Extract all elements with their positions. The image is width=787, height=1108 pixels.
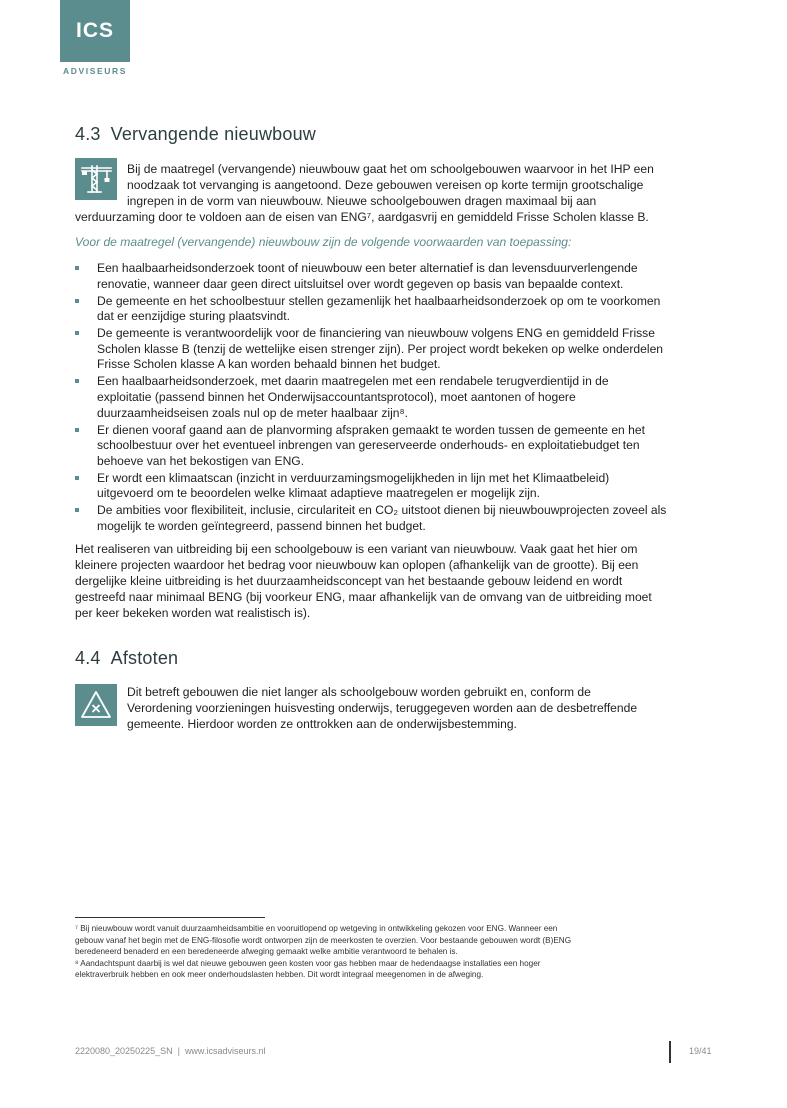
- footnote-line: elektraverbruik hebben en ook meer onderhoudslasten hebben. Dit wordt integraal meegenomen in de afweging.: [75, 970, 484, 979]
- warning-x-icon: [75, 684, 117, 726]
- ics-logo: [60, 0, 130, 76]
- list-item-line: Er wordt een klimaatscan (inzicht in verduurzamingsmogelijkheden in lijn met het Klimaatbeleid): [97, 470, 610, 485]
- logo-subtitle: ADVISEURS: [63, 66, 127, 76]
- bullet-marker: [75, 428, 79, 432]
- body-paragraph-4-4: [127, 684, 727, 732]
- closing-paragraph-4-3: [75, 541, 725, 621]
- list-item-line: De gemeente en het schoolbestuur stellen gezamenlijk het haalbaarheidsonderzoek op om te voorkomen: [97, 293, 661, 308]
- list-item-line: behoeve van het bekostigen van ENG.: [97, 453, 305, 468]
- list-item-line: duurzaamheidseisen zoals nul op de meter haalbaar zijn⁸.: [97, 405, 408, 420]
- list-item: [75, 326, 725, 373]
- list-item-line: renovatie, wanneer daar geen direct uitsluitsel over wordt gegeven op basis van bepaalde context.: [97, 276, 624, 291]
- section-title: Vervangende nieuwbouw: [110, 124, 316, 144]
- body-line: gemeente. Hierdoor worden ze onttrokken aan de onderwijsbestemming.: [127, 717, 517, 731]
- intro-line: verduurzaming door te voldoen aan de eisen van ENG⁷, aardgasvrij en gemiddeld Frisse Scholen klasse B.: [75, 210, 649, 224]
- body-line: Verordening voorzieningen huisvesting onderwijs, teruggegeven worden aan de desbetreffende: [127, 701, 638, 715]
- footer-separator: |: [177, 1046, 180, 1056]
- bullet-marker: [75, 331, 79, 335]
- list-item: [75, 374, 725, 421]
- closing-line: per keer bekeken worden wat realistisch is).: [75, 606, 311, 620]
- list-item-line: schoolbestuur over het eventueel inbrengen van gereserveerde onderhouds- en exploitatiebudget ten: [97, 438, 640, 453]
- list-item-line: Een haalbaarheidsonderzoek toont of nieuwbouw een beter alternatief is dan levensduurverlengende: [97, 261, 638, 275]
- bullet-marker: [75, 299, 79, 303]
- list-item-line: De gemeente is verantwoordelijk voor de financiering van nieuwbouw volgens ENG en gemiddeld Frisse: [97, 326, 655, 341]
- footer-info: [75, 1046, 265, 1056]
- page-number: 19/41: [689, 1046, 712, 1056]
- closing-line: Het realiseren van uitbreiding bij een schoolgebouw is een variant van nieuwbouw. Vaak gaat het hier om: [75, 542, 638, 556]
- doc-code: 2220080_20250225_SN: [75, 1046, 173, 1056]
- footnote-line: ⁸ Aandachtspunt daarbij is wel dat nieuwe gebouwen geen kosten voor gas hebben maar de hedendaagse installaties een hoger: [75, 958, 541, 968]
- footnotes: [75, 923, 571, 981]
- intro-line: noodzaak tot vervanging is aangetoond. Deze gebouwen vereisen op korte termijn grootschalige: [127, 178, 644, 192]
- bullet-marker: [75, 266, 79, 270]
- body-line: Dit betreft gebouwen die niet langer als schoolgebouw worden gebruikt en, conform de: [127, 685, 591, 699]
- closing-line: kleinere projecten waardoor het bedrag voor nieuwbouw kan oplopen (afhankelijk van de grootte). Bij een: [75, 558, 639, 572]
- section-title: Afstoten: [110, 648, 179, 668]
- list-item-line: Er dienen vooraf gaand aan de planvorming afspraken gemaakt te worden tussen de gemeente en het: [97, 422, 645, 437]
- bullet-marker: [75, 476, 79, 480]
- logo-mark: ICS: [75, 19, 114, 42]
- list-item-line: dat er eenzijdige sturing plaatsvindt.: [97, 309, 290, 324]
- footer-divider: [669, 1041, 671, 1063]
- intro-line: Bij de maatregel (vervangende) nieuwbouw gaat het om schoolgebouwen waarvoor in het IHP een: [127, 162, 654, 176]
- list-item: [75, 423, 725, 470]
- footnote-line: beredeneerd benaderd en een beredeneerde afweging gemaakt welke ambitie verantwoord te behalen is.: [75, 947, 458, 956]
- list-item: [75, 471, 725, 502]
- intro-paragraph-4-3: [75, 161, 725, 225]
- list-item: [75, 503, 725, 534]
- section-number: 4.4: [75, 648, 101, 668]
- closing-line: gestreefd naar minimaal BENG (bij voorkeur ENG, maar afhankelijk van de omvang van de uitbreiding moet: [75, 590, 652, 604]
- list-item-line: exploitatie (passend binnen het Onderwijsaccountantsprotocol), moet aantonen of hogere: [97, 389, 576, 404]
- list-item: [75, 261, 725, 292]
- section-heading-4-3: [75, 124, 316, 145]
- list-item-line: De ambities voor flexibiliteit, inclusie, circulariteit en CO₂ uitstoot dienen bij nieuwbouwprojecten zoveel als: [97, 503, 667, 518]
- intro-line: ingrepen in de vorm van nieuwbouw. Nieuwe schoolgebouwen dragen maximaal bij aan: [127, 194, 597, 208]
- footnote-line: ⁷ Bij nieuwbouw wordt vanuit duurzaamheidsambitie en vooruitlopend op wetgeving in ontwikkeling gekozen voor ENG. Wanneer een: [75, 924, 558, 933]
- footnote-divider: [75, 917, 265, 918]
- logo-box: [60, 0, 130, 62]
- conditions-lead: Voor de maatregel (vervangende) nieuwbouw zijn de volgende voorwaarden van toepassing:: [75, 235, 572, 249]
- list-item-line: Frisse Scholen klasse A kan worden behaald binnen het budget.: [97, 357, 441, 372]
- list-item-line: uitgevoerd om te beoordelen welke klimaat adaptieve maatregelen er mogelijk zijn.: [97, 486, 541, 501]
- bullet-marker: [75, 379, 79, 383]
- list-item-line: Een haalbaarheidsonderzoek, met daarin maatregelen met een rendabele terugverdientijd in de: [97, 374, 609, 389]
- list-item-line: mogelijk te worden geïntegreerd, passend binnen het budget.: [97, 518, 426, 533]
- bullet-marker: [75, 508, 79, 512]
- list-item: [75, 294, 725, 325]
- section-heading-4-4: [75, 648, 178, 669]
- closing-line: dergelijke kleine uitbreiding is het duurzaamheidsconcept van het bestaande gebouw leidend en wordt: [75, 574, 623, 588]
- footnote-line: gebouw vanaf het begin met de ENG-filosofie wordt ontworpen zijn de meerkosten te overzien. Voor bestaande gebouwen wordt (B)ENG: [75, 935, 572, 945]
- website-link[interactable]: www.icsadviseurs.nl: [184, 1046, 266, 1056]
- conditions-list: [75, 261, 725, 536]
- list-item-line: Scholen klasse B (tenzij de wettelijke eisen strenger zijn). Per project wordt bekeken op welke onderdelen: [97, 341, 664, 356]
- section-number: 4.3: [75, 124, 101, 144]
